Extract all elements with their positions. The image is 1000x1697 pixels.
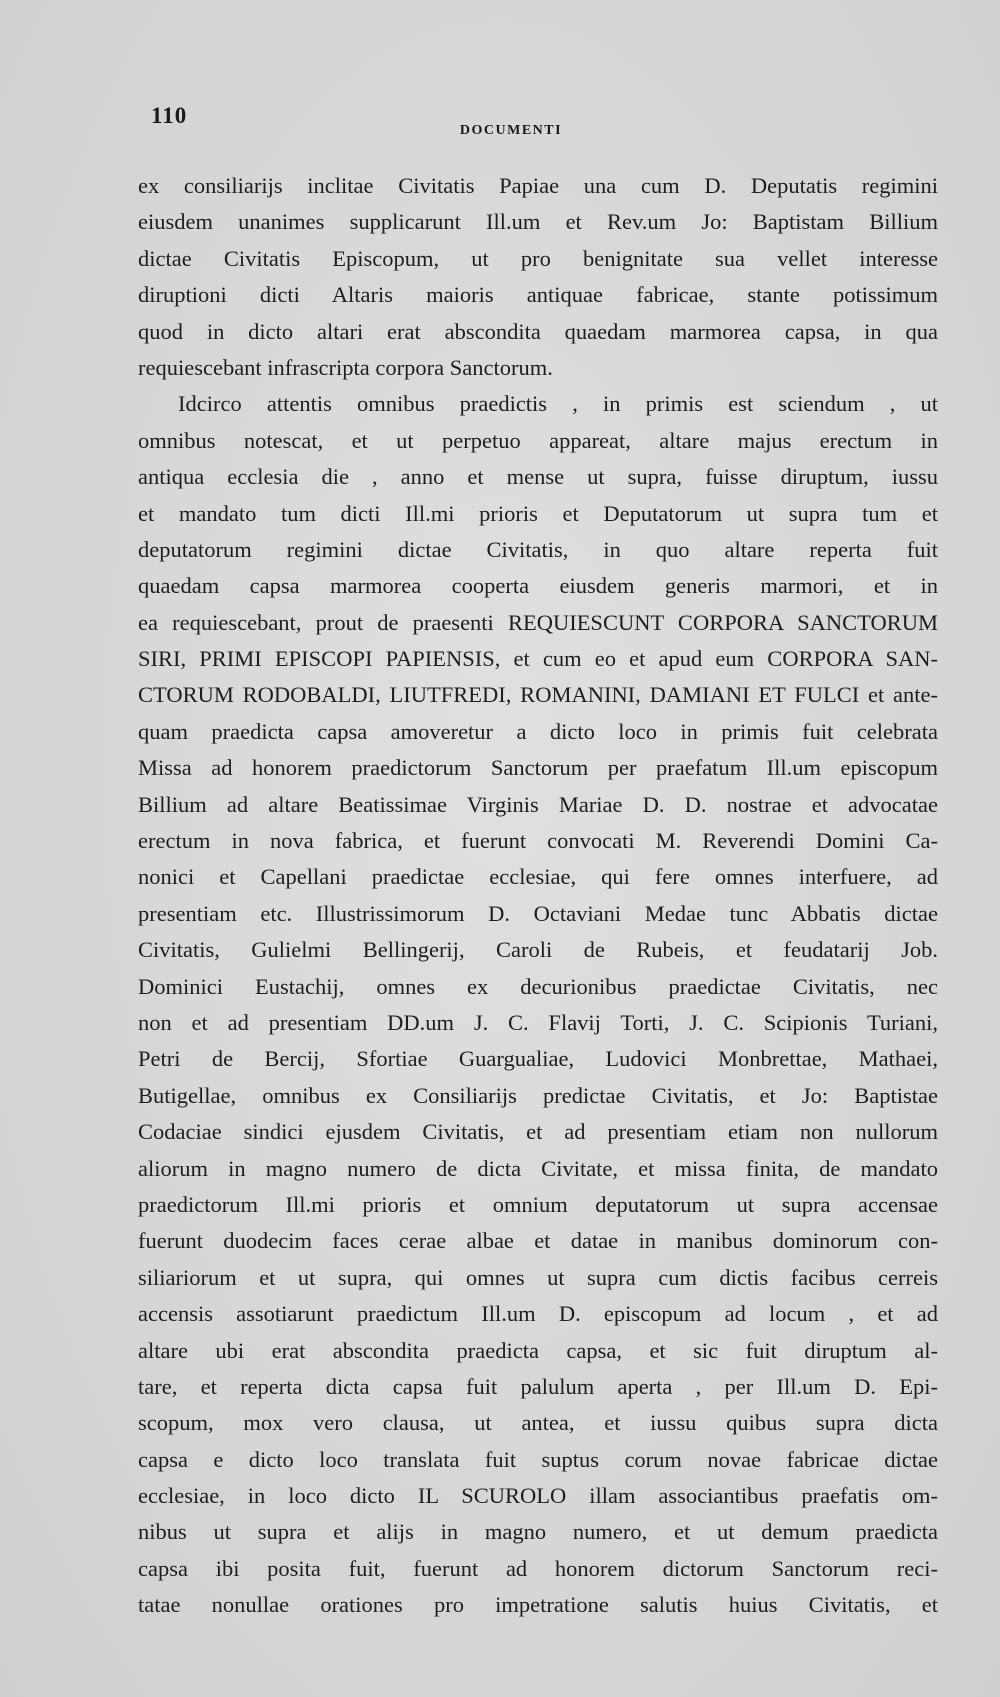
text-line: Missa ad honorem praedictorum Sanctorum per praefatum Ill.um episcopum: [138, 755, 938, 781]
running-head: DOCUMENTI: [459, 123, 563, 138]
page-number: 110: [151, 103, 188, 128]
text-line: Idcirco attentis omnibus praedictis , in primis est sciendum , ut: [178, 391, 938, 417]
text-line: ecclesiae, in loco dicto IL SCUROLO illam associantibus praefatis om-: [138, 1483, 938, 1509]
text-line: quaedam capsa marmorea cooperta eiusdem generis marmori, et in: [138, 573, 938, 599]
text-line: capsa ibi posita fuit, fuerunt ad honorem dictorum Sanctorum reci-: [138, 1555, 938, 1581]
text-line: accensis assotiarunt praedictum Ill.um D. episcopum ad locum , et ad: [138, 1301, 938, 1327]
text-line: fuerunt duodecim faces cerae albae et datae in manibus dominorum con-: [138, 1228, 938, 1254]
text-line: Billium ad altare Beatissimae Virginis Mariae D. D. nostrae et advocatae: [138, 791, 938, 817]
text-line: altare ubi erat abscondita praedicta capsa, et sic fuit diruptum al-: [138, 1337, 938, 1363]
text-line: requiescebant infrascripta corpora Sanctorum.: [138, 354, 553, 380]
text-line: siliariorum et ut supra, qui omnes ut supra cum dictis facibus cerreis: [138, 1264, 938, 1290]
text-line: CTORUM RODOBALDI, LIUTFREDI, ROMANINI, DAMIANI ET FULCI et ante-: [138, 682, 938, 708]
text-line: eiusdem unanimes supplicarunt Ill.um et Rev.um Jo: Baptistam Billium: [138, 209, 938, 235]
text-line: aliorum in magno numero de dicta Civitate, et missa finita, de mandato: [138, 1155, 938, 1181]
text-line: ex consiliarijs inclitae Civitatis Papiae una cum D. Deputatis regimini: [138, 173, 938, 198]
body-text: [138, 168, 938, 1624]
text-line: presentiam etc. Illustrissimorum D. Octaviani Medae tunc Abbatis dictae: [138, 900, 938, 926]
text-line: ea requiescebant, prout de praesenti REQUIESCUNT CORPORA SANCTORUM: [138, 609, 938, 635]
text-line: omnibus notescat, et ut perpetuo appareat, altare majus erectum in: [138, 427, 938, 453]
text-line: antiqua ecclesia die , anno et mense ut supra, fuisse diruptum, iussu: [138, 464, 938, 490]
text-line: erectum in nova fabrica, et fuerunt convocati M. Reverendi Domini Ca-: [138, 828, 938, 854]
text-line: non et ad presentiam DD.um J. C. Flavij Torti, J. C. Scipionis Turiani,: [138, 1009, 938, 1035]
text-line: Butigellae, omnibus ex Consiliarijs predictae Civitatis, et Jo: Baptistae: [138, 1082, 938, 1108]
text-line: Dominici Eustachij, omnes ex decurionibus praedictae Civitatis, nec: [138, 973, 938, 999]
text-line: Petri de Bercij, Sfortiae Guargualiae, Ludovici Monbrettae, Mathaei,: [138, 1046, 938, 1072]
text-line: tatae nonullae orationes pro impetratione salutis huius Civitatis, et: [138, 1592, 938, 1618]
text-line: capsa e dicto loco translata fuit suptus corum novae fabricae dictae: [138, 1446, 938, 1472]
text-line: nonici et Capellani praedictae ecclesiae, qui fere omnes interfuere, ad: [138, 864, 938, 890]
text-line: scopum, mox vero clausa, ut antea, et iussu quibus supra dicta: [138, 1410, 938, 1436]
text-line: SIRI, PRIMI EPISCOPI PAPIENSIS, et cum eo et apud eum CORPORA SAN-: [138, 646, 938, 672]
text-line: tare, et reperta dicta capsa fuit palulum aperta , per Ill.um D. Epi-: [138, 1373, 938, 1399]
text-line: deputatorum regimini dictae Civitatis, in quo altare reperta fuit: [138, 536, 938, 562]
text-line: quam praedicta capsa amoveretur a dicto loco in primis fuit celebrata: [138, 718, 938, 744]
text-line: Civitatis, Gulielmi Bellingerij, Caroli de Rubeis, et feudatarij Job.: [138, 937, 938, 963]
text-line: et mandato tum dicti Ill.mi prioris et Deputatorum ut supra tum et: [138, 500, 938, 526]
text-line: diruptioni dicti Altaris maioris antiquae fabricae, stante potissimum: [138, 282, 938, 308]
text-line: quod in dicto altari erat abscondita quaedam marmorea capsa, in qua: [138, 318, 938, 344]
text-line: dictae Civitatis Episcopum, ut pro benignitate sua vellet interesse: [138, 245, 938, 271]
text-line: nibus ut supra et alijs in magno numero, et ut demum praedicta: [138, 1519, 938, 1545]
text-line: Codaciae sindici ejusdem Civitatis, et ad presentiam etiam non nullorum: [138, 1119, 938, 1145]
text-line: praedictorum Ill.mi prioris et omnium deputatorum ut supra accensae: [138, 1191, 938, 1217]
